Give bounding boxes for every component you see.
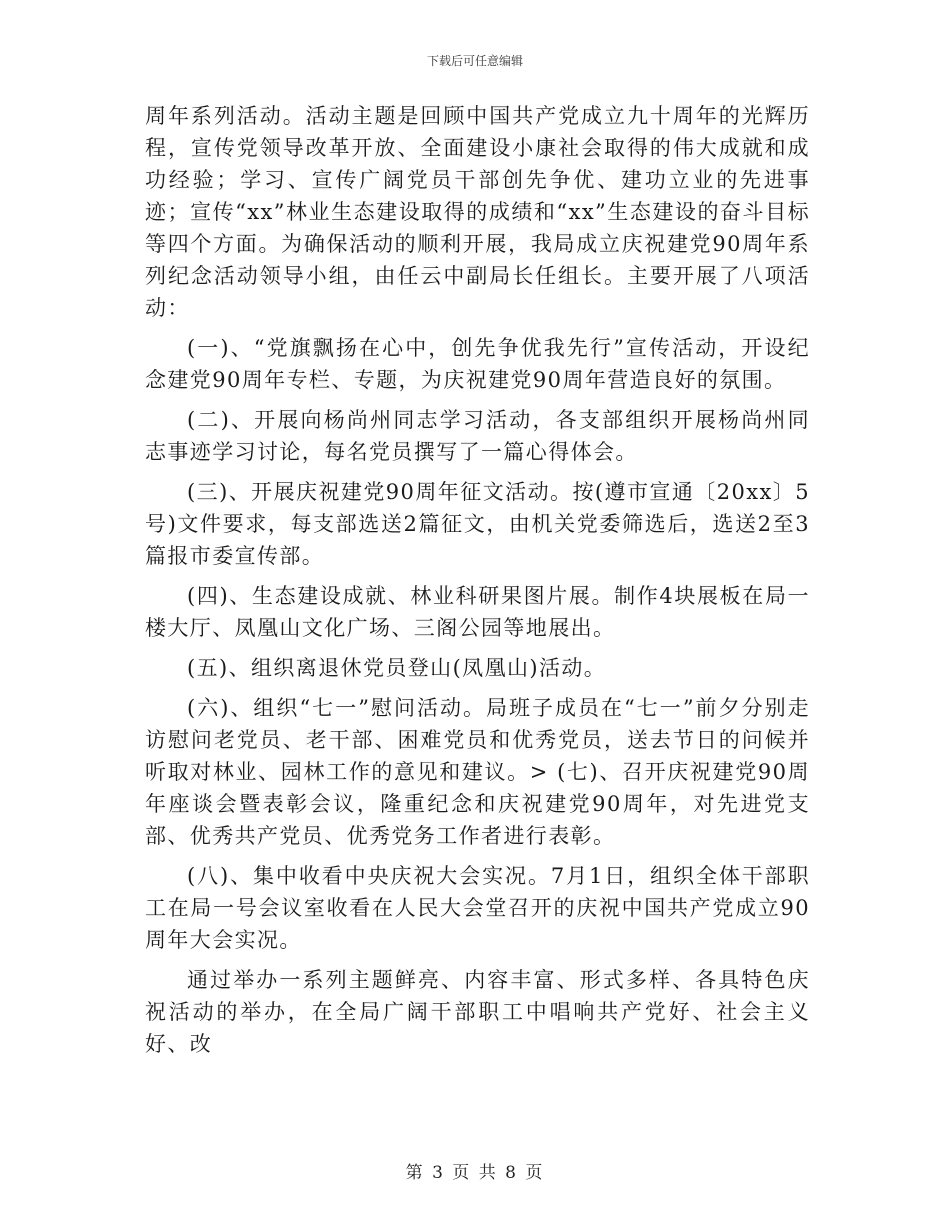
paragraph: (一)、“党旗飘扬在心中，创先争优我先行”宣传活动，开设纪念建党90周年专栏、专题，为庆祝建党90周年营造良好的氛围。	[145, 336, 810, 392]
paragraph: (六)、组织“七一”慰问活动。局班子成员在“七一”前夕分别走访慰问老党员、老干部、困难党员和优秀党员，送去节日的问候并听取对林业、园林工作的意见和建议。> (七)、召开庆祝建党90周年座谈会暨表彰会议，隆重纪念和庆祝建党90周年，对先进党支部、优秀共产党员、优秀党务工作者进行表彰。	[145, 696, 810, 848]
paragraph: (五)、组织离退休党员登山(凤凰山)活动。	[187, 656, 607, 680]
paragraph-gap	[145, 468, 810, 476]
paragraph-gap	[145, 956, 810, 964]
paragraph-gap	[145, 684, 810, 692]
paragraph: 通过举办一系列主题鲜亮、内容丰富、形式多样、各具特色庆祝活动的举办，在全局广阔干部职工中唱响共产党好、社会主义好、改	[145, 968, 810, 1056]
page-footer: 第 3 页 共 8 页	[405, 1163, 545, 1183]
paragraph: (二)、开展向杨尚州同志学习活动，各支部组织开展杨尚州同志事迹学习讨论，每名党员撰写了一篇心得体会。	[145, 408, 810, 464]
paragraph-gap	[145, 644, 810, 652]
paragraph: (八)、集中收看中央庆祝大会实况。7月1日，组织全体干部职工在局一号会议室收看在人民大会堂召开的庆祝中国共产党成立90周年大会实况。	[145, 864, 810, 952]
document-body	[145, 100, 810, 1060]
paragraph-gap	[145, 324, 810, 332]
paragraph-gap	[145, 572, 810, 580]
paragraph: (三)、开展庆祝建党90周年征文活动。按(遵市宣通〔20xx〕5号)文件要求，每支部选送2篇征文，由机关党委筛选后，选送2至3篇报市委宣传部。	[145, 480, 810, 568]
page-header: 下载后可任意编辑	[426, 54, 523, 68]
paragraph: 周年系列活动。活动主题是回顾中国共产党成立九十周年的光辉历程，宣传党领导改革开放、全面建设小康社会取得的伟大成就和成功经验；学习、宣传广阔党员干部创先争优、建功立业的先进事迹；宣传“xx”林业生态建设取得的成绩和“xx”生态建设的奋斗目标等四个方面。为确保活动的顺利开展，我局成立庆祝建党90周年系列纪念活动领导小组，由任云中副局长任组长。主要开展了八项活动：	[145, 104, 810, 320]
paragraph: (四)、生态建设成就、林业科研果图片展。制作4块展板在局一楼大厅、凤凰山文化广场、三阁公园等地展出。	[145, 584, 810, 640]
paragraph-gap	[145, 396, 810, 404]
paragraph-gap	[145, 852, 810, 860]
